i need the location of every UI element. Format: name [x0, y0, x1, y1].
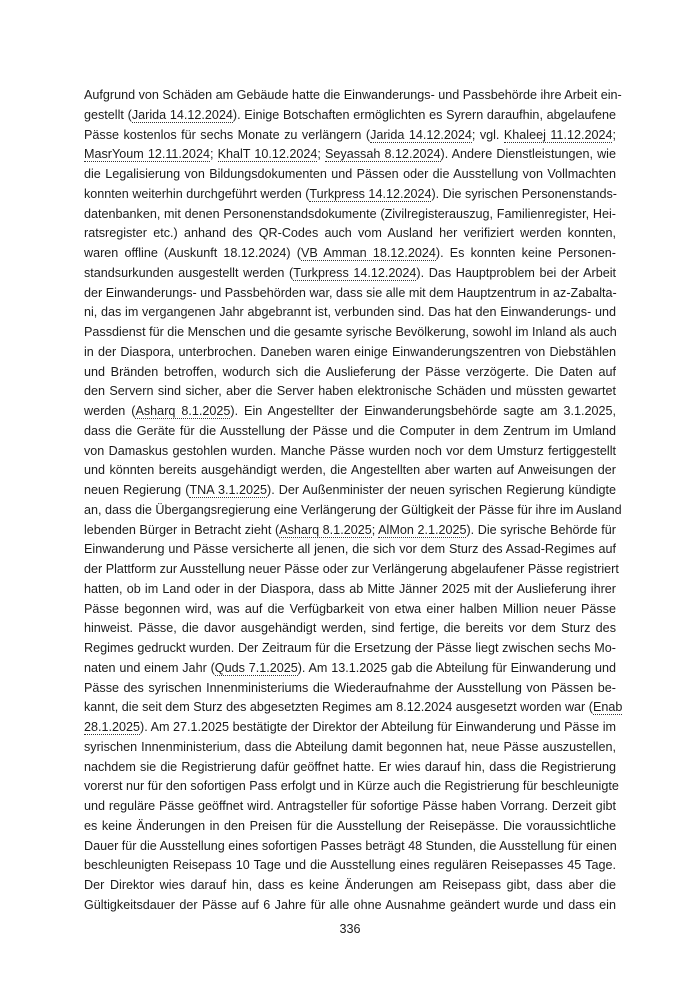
text-line	[84, 876, 616, 896]
text-segment: der Einwanderungs- und Passbehörden war, dass sie alle mit dem Hauptzentrum in az-Zabalta-	[84, 285, 617, 300]
source-citation-link[interactable]: Turkpress 14.12.2024	[309, 186, 432, 201]
text-segment: neuen Regierung (	[84, 483, 190, 497]
text-line	[84, 461, 616, 481]
text-segment: dass die Geräte für die Ausstellung der Pässe und die Computer in dem Zentrum im Umland	[84, 423, 616, 438]
text-segment: und könnten bereits ausgehändigt werden, die Angestellten aber warten auf Anweisungen der	[84, 463, 616, 478]
text-line	[84, 382, 616, 402]
body-text	[84, 86, 623, 916]
text-segment: ). Am 27.1.2025 bestätigte der Direktor der Abteilung für Einwanderung und Pässe im	[140, 720, 616, 734]
text-segment: Der Direktor wies darauf hin, dass es keine Änderungen am Reisepass gibt, dass aber die	[84, 878, 616, 892]
source-citation-link[interactable]: Enab	[592, 700, 623, 715]
text-line	[84, 580, 616, 600]
text-line	[84, 185, 616, 205]
source-citation-link[interactable]: MasrYoum 12.11.2024	[84, 147, 210, 162]
text-line	[84, 244, 616, 264]
text-segment: Gültigkeitsdauer der Pässe auf 6 Jahre für alle ohne Ausnahme geändert wurde und dass ein	[84, 897, 616, 912]
text-segment: ;	[209, 147, 218, 162]
text-line	[84, 639, 616, 659]
text-segment: Pässe des syrischen Innenministeriums die Wiederaufnahme der Ausstellung von Pässen be-	[84, 680, 616, 695]
source-citation-link[interactable]: Turkpress 14.12.2024	[293, 265, 417, 280]
text-segment: Dauer für die Ausstellung eines sofortigen Passes beträgt 48 Stunden, die Ausstellung für einen	[84, 838, 617, 853]
text-line	[84, 817, 616, 837]
source-citation-link[interactable]: TNA 3.1.2025	[189, 483, 268, 497]
text-line	[84, 205, 616, 225]
text-segment: konnten weiterhin durchgeführt werden (	[84, 186, 310, 201]
text-line	[84, 264, 616, 284]
text-line	[84, 600, 616, 620]
text-line	[84, 718, 616, 738]
text-line	[84, 619, 616, 639]
text-line	[84, 145, 616, 165]
text-line	[84, 896, 616, 916]
text-segment: hatten, ob im Land oder in der Diaspora, dass ab Mitte Jänner 2025 mit der Auslieferung ihrer	[84, 581, 616, 596]
source-citation-link[interactable]: 28.1.2025	[84, 720, 141, 734]
text-segment: Aufgrund von Schäden am Gebäude hatte die Einwanderungs- und Passbehörde ihre Arbeit ein-	[84, 88, 622, 102]
text-line	[84, 659, 616, 679]
text-segment: ). Das Hauptproblem bei der Arbeit	[416, 265, 616, 280]
text-segment: Passdienst für die Menschen und die gesamte syrische Bevölkerung, sowohl im Inland als auch	[84, 325, 617, 339]
text-segment: nachdem sie die Registrierung dafür geöffnet hatte. Er wies darauf hin, dass die Registrierung	[84, 759, 616, 774]
text-line	[84, 521, 616, 541]
text-segment: Einwanderung und Pässe versicherte all jenen, die sich vor dem Sturz des Assad-Regimes auf	[84, 542, 616, 557]
text-line	[84, 86, 622, 106]
text-segment: lebenden Bürger in Betracht zieht (	[84, 522, 280, 537]
text-segment: und reguläre Pässe geöffnet wird. Antragsteller für sofortige Pässe haben Vorrang. Derzeit gibt	[84, 799, 616, 813]
text-line	[84, 679, 616, 699]
text-line	[84, 224, 616, 244]
text-line	[84, 165, 616, 185]
text-segment: ni, das im vergangenen Jahr abgebrannt ist, verbunden sind. Das hat den Einwanderungs- und	[84, 305, 616, 320]
text-line	[84, 422, 616, 442]
text-line	[84, 442, 616, 462]
text-line	[84, 126, 616, 146]
text-line	[84, 106, 616, 126]
text-segment: ). Die syrischen Personenstands-	[431, 186, 617, 201]
text-segment: ). Ein Angestellter der Einwanderungsbehörde sagte am 3.1.2025,	[230, 404, 616, 418]
text-line	[84, 540, 616, 560]
text-line	[84, 363, 616, 383]
text-segment: der Plattform zur Ausstellung neuer Pässe oder zur Verlängerung abgelaufener Pässe registriert	[84, 562, 619, 576]
text-segment: in der Diaspora, unterbrochen. Daneben waren einige Einwanderungszentren von Diebstählen	[84, 344, 616, 359]
text-line	[84, 501, 622, 521]
text-segment: ;	[612, 127, 616, 142]
text-segment: Pässe begonnen wird, was auf die Verfügbarkeit von etwa einer halben Million neuer Pässe	[84, 601, 616, 616]
text-line	[84, 698, 623, 718]
text-line	[84, 303, 616, 323]
source-citation-link[interactable]: Quds 7.1.2025	[214, 660, 298, 675]
text-segment: ). Der Außenminister der neuen syrischen Regierung kündigte	[267, 483, 616, 497]
source-citation-link[interactable]: Khaleej 11.12.2024	[503, 127, 613, 142]
text-line	[84, 777, 619, 797]
text-segment: es keine Änderungen in den Preisen für die Ausstellung der Reisepässe. Die voraussichtliche	[84, 818, 616, 833]
text-line	[84, 738, 616, 758]
text-segment: die Legalisierung von Bildungsdokumenten und Pässen oder die Ausstellung von Vollmachten	[84, 167, 616, 181]
source-citation-link[interactable]: Jarida 14.12.2024	[370, 127, 472, 142]
text-segment: ratsregister etc.) anhand des QR-Codes auch vom Ausland her verifiziert werden konnten,	[84, 226, 616, 241]
text-segment: datenbanken, mit denen Personenstandsdokumente (Zivilregisterauszug, Familienregister, Hei-	[84, 206, 616, 221]
text-segment: kannt, die seit dem Sturz des abgesetzten Regimes am 8.12.2024 ausgesetzt worden war (	[84, 700, 593, 715]
text-line	[84, 856, 616, 876]
source-citation-link[interactable]: Seyassah 8.12.2024	[325, 147, 441, 162]
text-line	[84, 758, 616, 778]
text-line	[84, 837, 616, 857]
text-line	[84, 560, 619, 580]
text-line	[84, 284, 616, 304]
text-line	[84, 481, 616, 501]
text-segment: ;	[371, 522, 379, 537]
text-segment: ). Es konnten keine Personen-	[435, 246, 616, 260]
source-citation-link[interactable]: Asharq 8.1.2025	[279, 522, 372, 537]
text-segment: und Bränden betroffen, wodurch sich die Auslieferung der Pässe verzögerte. Die Daten auf	[84, 364, 616, 379]
text-segment: vorerst nur für den sofortigen Pass erfolgt und in Kürze auch die Registrierung für beschleunigte	[84, 779, 619, 794]
text-segment: ; vgl.	[471, 127, 504, 142]
text-segment: beschleunigten Reisepass 10 Tage und die Ausstellung eines regulären Reisepasses 45 Tage.	[84, 858, 616, 873]
text-segment: syrischen Innenministerium, dass die Abteilung damit begonnen hat, neue Pässe auszustellen,	[84, 739, 616, 754]
text-segment: werden (	[84, 404, 136, 418]
text-segment: den Servern sind sicher, aber die Server haben elektronische Schäden und müssten gewartet	[84, 384, 616, 399]
text-segment: ). Andere Dienstleistungen, wie	[440, 147, 616, 162]
text-segment: Pässe kostenlos für sechs Monate zu verlängern (	[84, 127, 371, 142]
source-citation-link[interactable]: Jarida 14.12.2024	[131, 107, 233, 122]
text-line	[84, 402, 616, 422]
text-line	[84, 343, 616, 363]
text-segment: ). Einige Botschaften ermöglichten es Syrern daraufhin, abgelaufene	[232, 107, 616, 122]
text-segment: ). Am 13.1.2025 gab die Abteilung für Einwanderung und	[297, 660, 616, 675]
text-segment: naten und einem Jahr (	[84, 660, 215, 675]
text-segment: hinweist. Pässe, die davor ausgehändigt werden, sind fertige, die bereits vor dem Sturz des	[84, 621, 616, 636]
text-line	[84, 323, 616, 343]
source-citation-link[interactable]: Asharq 8.1.2025	[135, 404, 231, 418]
text-segment: gestellt (	[84, 107, 132, 122]
source-citation-link[interactable]: AlMon 2.1.2025	[378, 522, 467, 537]
text-segment: an, dass die Übergangsregierung eine Verlängerung der Gültigkeit der Pässe für ihre im Ausland	[84, 502, 622, 517]
text-segment: von Damaskus gestohlen wurden. Manche Pässe wurden noch vor dem Umsturz fertiggestellt	[84, 443, 616, 458]
text-segment: waren offline (Auskunft 18.12.2024) (	[84, 246, 301, 260]
text-segment: standsurkunden ausgestellt werden (	[84, 265, 294, 280]
page-number: 336	[339, 922, 361, 936]
text-segment: ). Die syrische Behörde für	[466, 522, 616, 537]
text-line	[84, 797, 616, 817]
source-citation-link[interactable]: KhalT 10.12.2024	[217, 147, 318, 162]
text-segment: Regimes gedruckt wurden. Der Zeitraum für die Ersetzung der Pässe liegt zwischen sechs Mo-	[84, 641, 616, 655]
source-citation-link[interactable]: VB Amman 18.12.2024	[301, 246, 436, 260]
text-segment: ;	[317, 147, 326, 162]
